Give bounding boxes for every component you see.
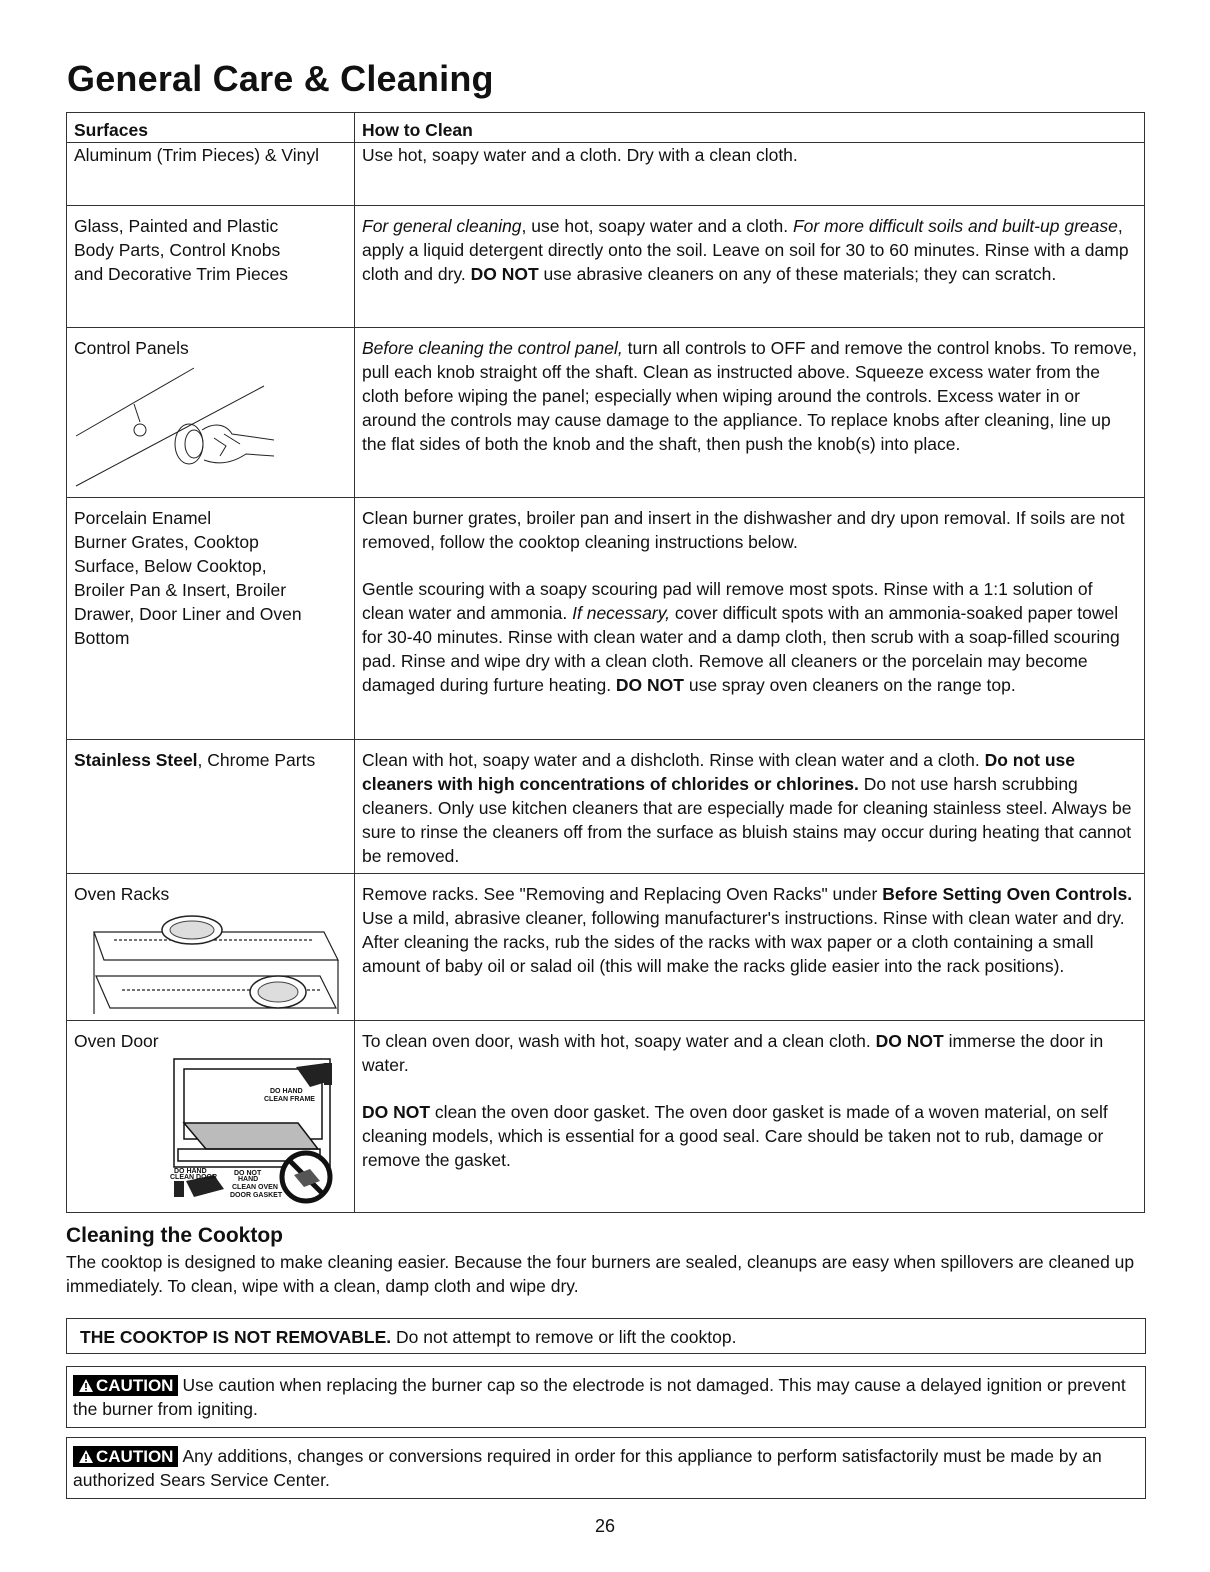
page-number: 26: [594, 1516, 616, 1536]
surface-label: Aluminum (Trim Pieces) & Vinyl: [74, 145, 320, 165]
instruction-paragraph: [362, 506, 1138, 554]
instructions-cell: [355, 1021, 1145, 1213]
surface-cell: [67, 206, 355, 328]
caution-text: Any additions, changes or conversions required in order for this appliance to perform satisfactorily must be made by an authorized Sears Service Center.: [73, 1446, 1102, 1490]
notice-text: Do not attempt to remove or lift the cooktop.: [391, 1327, 737, 1347]
instruction-italic: For more difficult soils and built-up grease: [792, 216, 1118, 236]
instruction-text: Clean burner grates, broiler pan and insert in the dishwasher and dry upon removal. If soils are not removed, follow the cooktop cleaning instructions below.: [362, 508, 1125, 552]
svg-text:CLEAN OVEN: CLEAN OVEN: [232, 1184, 278, 1191]
cooktop-paragraph: The cooktop is designed to make cleaning easier. Because the four burners are sealed, cleanups are easy when spillovers are cleaned up immediately. To clean, wipe with a clean, damp cloth and wipe dry.: [66, 1252, 1135, 1296]
instruction-text: Gentle scouring with a soapy scouring pad will remove most spots. Rinse with a 1:1 solution of clean water and ammonia.: [362, 579, 1093, 623]
instruction-text: , use hot, soapy water and a cloth.: [521, 216, 793, 236]
instruction-text: use spray oven cleaners on the range top.: [683, 675, 1016, 695]
instruction-text: cover difficult spots with an ammonia-soaked paper towel for 30-40 minutes. Rinse with clean water and a damp cloth, then scrub with a soap-filled scouring pad. Rinse and wipe dry with a clean cloth. Remove all cleaners or the porcelain may become damaged during furture heating.: [362, 603, 1120, 695]
instruction-italic: Before cleaning the control panel,: [362, 338, 623, 358]
instruction-bold: DO NOT: [470, 264, 539, 284]
instruction-italic: For general cleaning: [362, 216, 522, 236]
care-cleaning-table: [66, 112, 1145, 1213]
instructions-cell: [355, 874, 1145, 1021]
svg-text:DOOR GASKET: DOOR GASKET: [230, 1192, 283, 1199]
instruction-text: Clean with hot, soapy water and a dishcloth. Rinse with clean water and a cloth.: [362, 750, 985, 770]
instruction-bold: Do not use cleaners with high concentrations of chlorides or chlorines.: [362, 750, 1075, 794]
oven-racks-illustration: [74, 910, 344, 1020]
surface-cell: [67, 328, 355, 498]
instruction-paragraph: [362, 143, 1138, 167]
cooktop-heading: Cleaning the Cooktop: [66, 1224, 283, 1247]
surface-label: Drawer, Door Liner and Oven: [74, 604, 302, 624]
instruction-bold: DO NOT: [362, 1102, 431, 1122]
oven-door-illustration: [74, 1057, 344, 1207]
surface-label: Oven Racks: [74, 884, 170, 904]
instruction-italic: If necessary,: [572, 603, 671, 623]
surface-label: Porcelain Enamel: [74, 508, 212, 528]
surface-label: Broiler Pan & Insert, Broiler: [74, 580, 287, 600]
instruction-paragraph: [362, 336, 1138, 456]
instruction-bold: Before Setting Oven Controls.: [882, 884, 1133, 904]
instructions-cell: [355, 206, 1145, 328]
surface-label: [74, 748, 348, 772]
table-header-row: [67, 113, 1145, 143]
surface-label: Surface, Below Cooktop,: [74, 556, 267, 576]
instruction-bold: DO NOT: [615, 675, 684, 695]
surface-cell: [67, 143, 355, 206]
how-to-clean-header: How to Clean: [355, 113, 1145, 143]
instruction-paragraph: [362, 214, 1138, 286]
table-row: [67, 1021, 1145, 1213]
instructions-cell: [355, 498, 1145, 740]
instruction-text: To clean oven door, wash with hot, soapy water and a clean cloth.: [362, 1031, 876, 1051]
notice-bold: THE COOKTOP IS NOT REMOVABLE.: [80, 1327, 392, 1347]
instruction-paragraph: [362, 1100, 1138, 1172]
svg-text:CLEAN FRAME: CLEAN FRAME: [264, 1096, 315, 1103]
table-row: [67, 328, 1145, 498]
instruction-paragraph: [362, 748, 1138, 868]
surface-cell: [67, 874, 355, 1021]
svg-text:DO HAND: DO HAND: [174, 1168, 207, 1175]
caution-notice-2: [66, 1437, 1146, 1499]
surface-cell: [67, 740, 355, 874]
warning-triangle-icon: [78, 1449, 94, 1464]
instruction-text: clean the oven door gasket. The oven door gasket is made of a woven material, on self cleaning models, which is essential for a good seal. Care should be taken not to rub, damage or remove the gasket.: [362, 1102, 1108, 1170]
svg-text:CLEAN DOOR: CLEAN DOOR: [170, 1174, 218, 1181]
instructions-cell: [355, 740, 1145, 874]
table-row: [67, 206, 1145, 328]
instruction-paragraph: [362, 1029, 1138, 1077]
table-row: [67, 498, 1145, 740]
instruction-text: Do not use harsh scrubbing cleaners. Only use kitchen cleaners that are especially made for cleaning stainless steel. Always be sure to rinse the cleaners off from the surface as bluish stains may occur during heating that cannot be removed.: [362, 774, 1132, 866]
surface-label: and Decorative Trim Pieces: [74, 264, 288, 284]
surface-label: Control Panels: [74, 338, 189, 358]
svg-text:DO HAND: DO HAND: [270, 1088, 303, 1095]
caution-badge: CAUTION: [73, 1446, 178, 1467]
surface-label-bold: Stainless Steel: [74, 750, 198, 770]
instruction-text: immerse the door in water.: [362, 1031, 1104, 1075]
surface-label: Oven Door: [74, 1031, 159, 1051]
surface-cell: [67, 1021, 355, 1213]
instruction-bold: DO NOT: [875, 1031, 944, 1051]
instruction-text: Remove racks. See "Removing and Replacing Oven Racks" under: [362, 884, 883, 904]
surface-label: Bottom: [74, 628, 130, 648]
instruction-text: turn all controls to OFF and remove the control knobs. To remove, pull each knob straight off the shaft. Clean as instructed above. Squeeze excess water from the cloth before wiping the panel; especially when wiping around the controls. Excess water in or around the controls may cause damage to the appliance. To replace knobs after cleaning, line up the flat sides of both the knob and the shaft, then push the knob(s) into place.: [362, 338, 1137, 454]
instructions-cell: [355, 328, 1145, 498]
instruction-text: Use hot, soapy water and a cloth. Dry with a clean cloth.: [362, 145, 798, 165]
caution-notice-1: [66, 1366, 1146, 1428]
surface-label-text: , Chrome Parts: [197, 750, 316, 770]
table-row: [67, 740, 1145, 874]
instruction-text: Use a mild, abrasive cleaner, following manufacturer's instructions. Rinse with clean water and dry. After cleaning the racks, rub the sides of the racks with wax paper or a cloth containing a small amount of baby oil or salad oil (this will make the racks glide easier into the rack positions).: [362, 908, 1125, 976]
surfaces-header: Surfaces: [67, 113, 355, 143]
instruction-paragraph: [362, 882, 1138, 978]
surface-label: Glass, Painted and Plastic: [74, 216, 279, 236]
caution-badge: CAUTION: [73, 1375, 178, 1396]
surface-label: Burner Grates, Cooktop: [74, 532, 259, 552]
caution-text: Use caution when replacing the burner cap so the electrode is not damaged. This may cause a delayed ignition or prevent the burner from igniting.: [73, 1375, 1126, 1419]
not-removable-notice: [66, 1318, 1146, 1354]
instruction-text: , apply a liquid detergent directly onto the soil. Leave on soil for 30 to 60 minutes. Rinse with a damp cloth and dry.: [362, 216, 1129, 284]
surface-label: Body Parts, Control Knobs: [74, 240, 281, 260]
table-row: [67, 874, 1145, 1021]
control-knob-illustration: [74, 364, 274, 494]
instruction-paragraph: [362, 577, 1138, 697]
instruction-text: use abrasive cleaners on any of these materials; they can scratch.: [538, 264, 1057, 284]
instructions-cell: [355, 143, 1145, 206]
surface-cell: [67, 498, 355, 740]
table-row: [67, 143, 1145, 206]
svg-text:HAND: HAND: [238, 1176, 259, 1183]
warning-triangle-icon: [78, 1378, 94, 1393]
svg-text:DO NOT: DO NOT: [234, 1170, 262, 1177]
page-title: General Care & Cleaning: [67, 58, 494, 99]
